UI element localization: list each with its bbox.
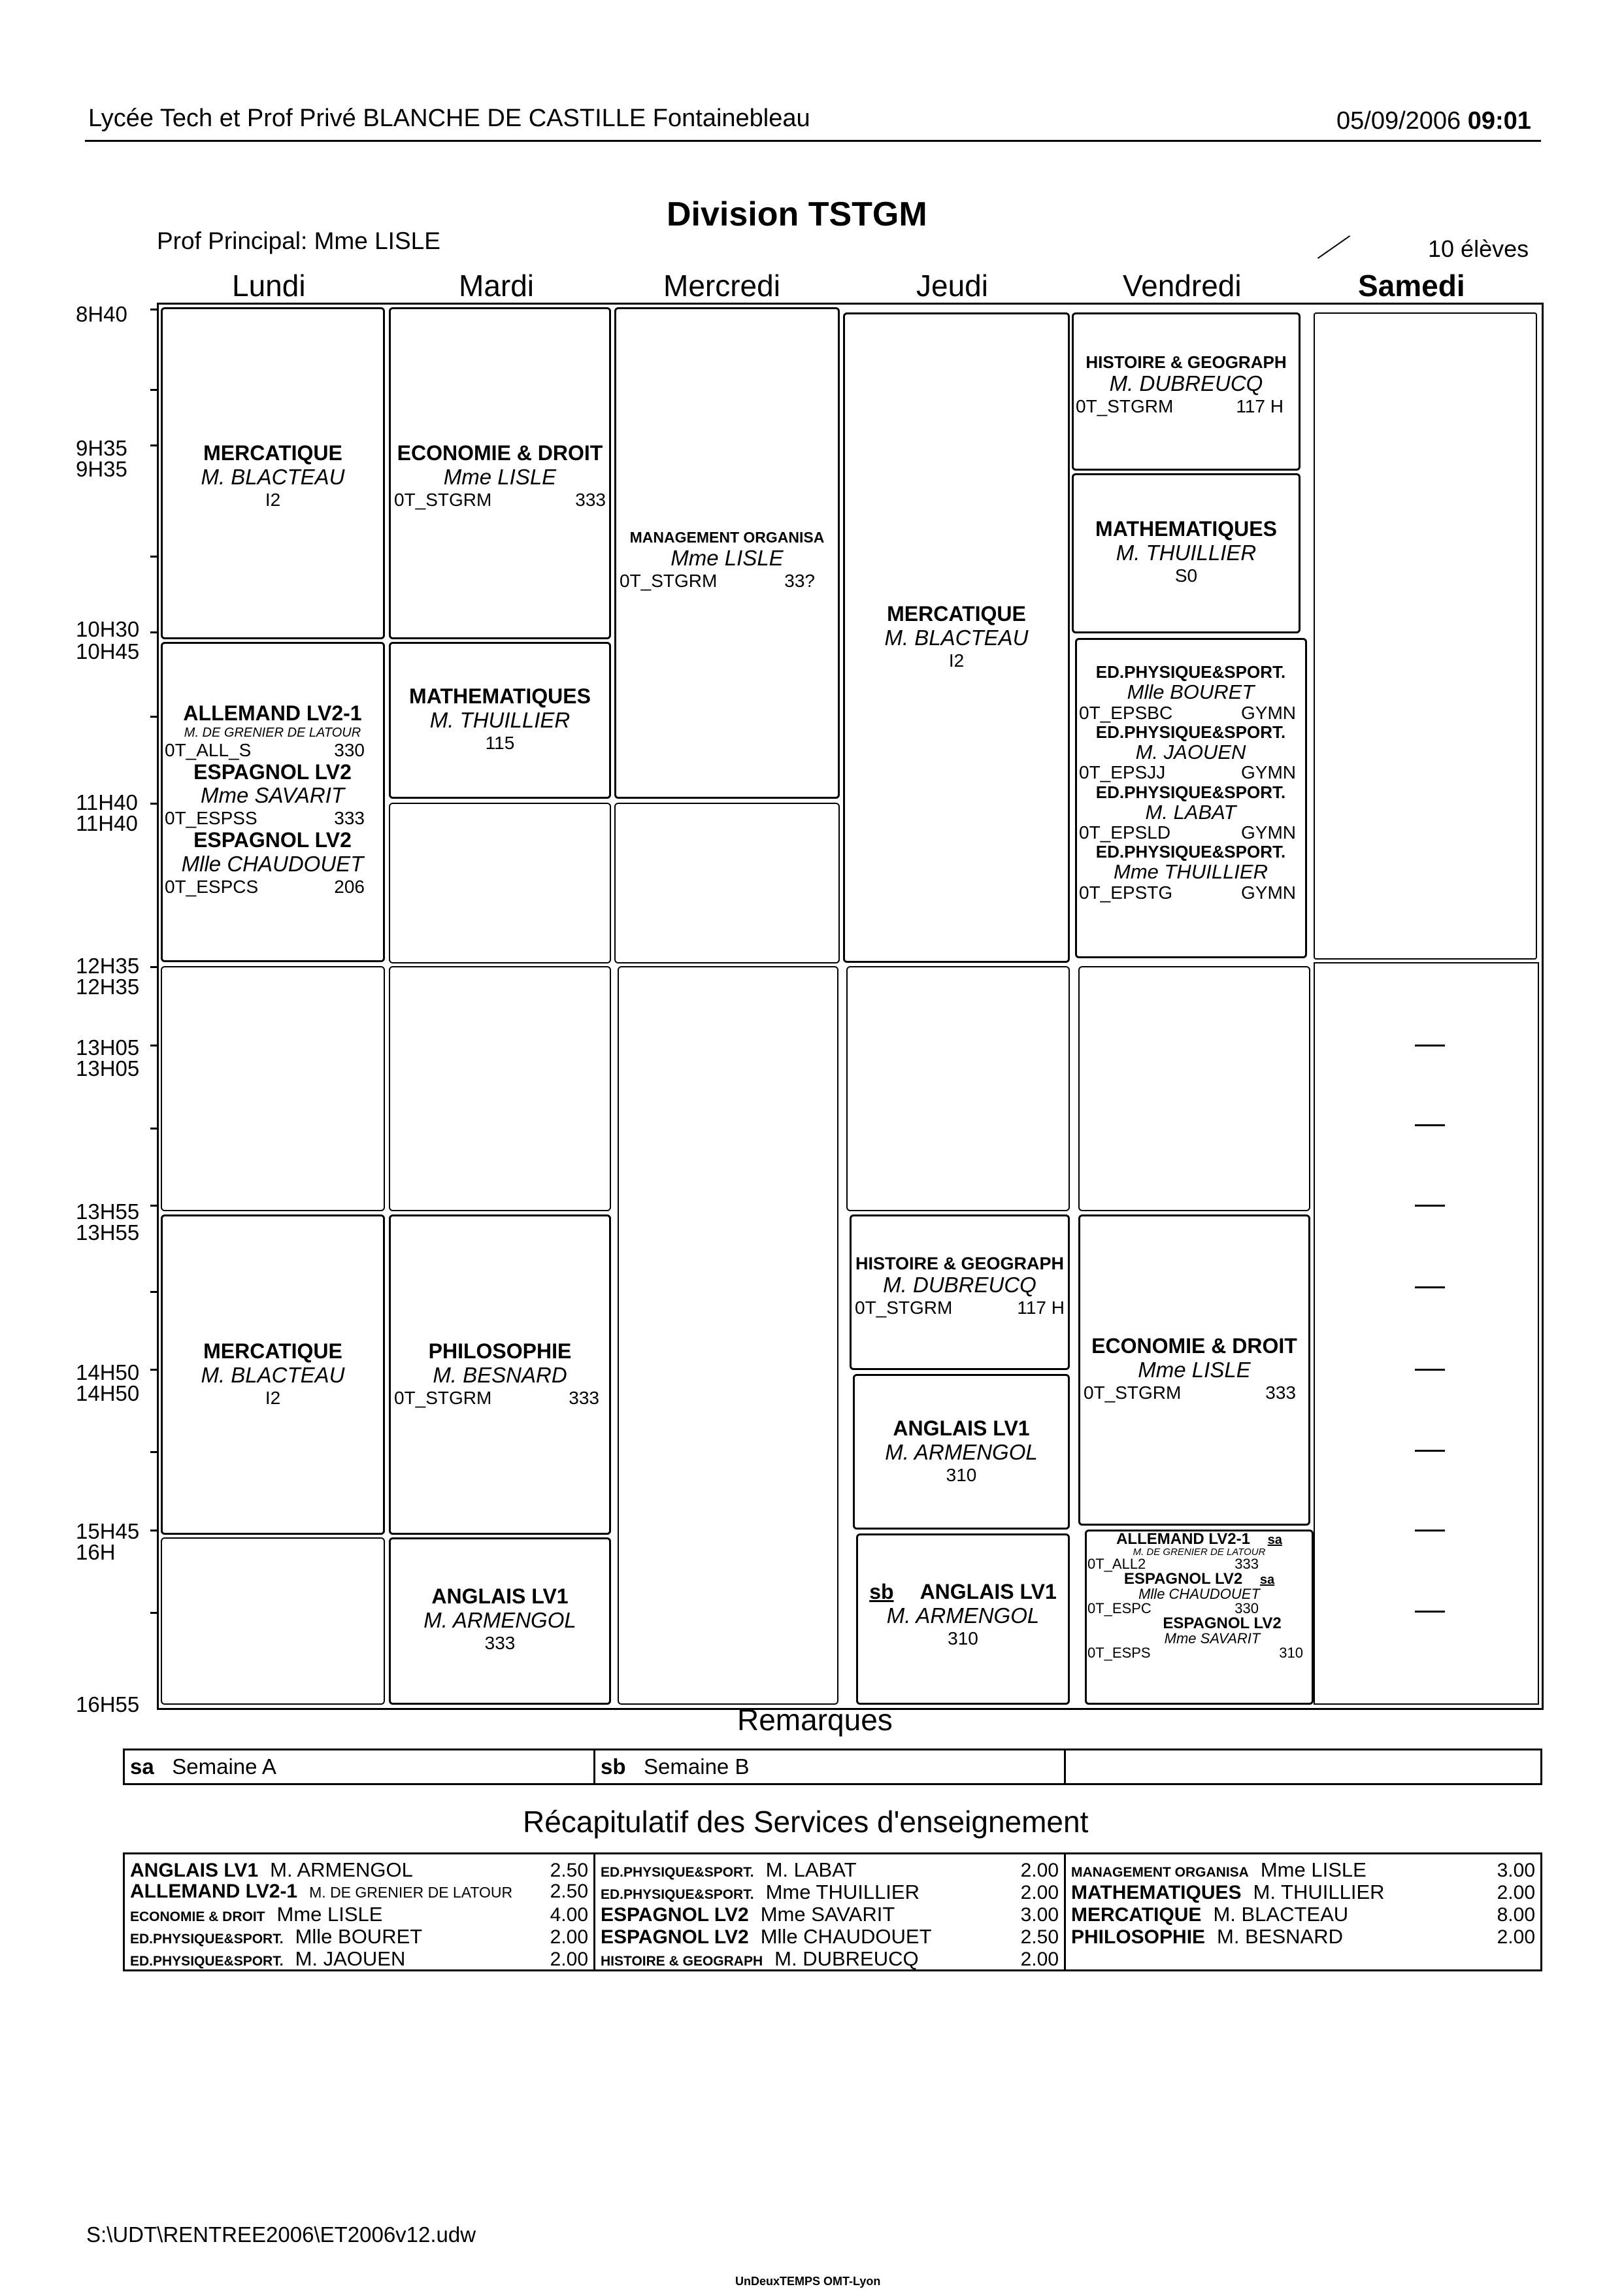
recap-teacher: M. LABAT	[765, 1858, 857, 1881]
course-subject: MATHEMATIQUES	[409, 684, 591, 708]
print-datetime	[1336, 107, 1531, 135]
course-group-room	[165, 808, 380, 828]
course-mardi-economie-text	[389, 442, 611, 510]
course-subject: MERCATIQUE	[203, 1339, 342, 1363]
recap-row	[601, 1947, 1059, 1971]
course-room: 117 H	[1236, 396, 1284, 417]
course-teacher: Mlle BOURET	[1127, 680, 1255, 704]
remarque-label: Semaine B	[644, 1754, 750, 1779]
course-vendredi-histoire-text	[1072, 353, 1301, 416]
empty-slot-mercredi	[618, 966, 838, 1705]
recap-hours: 2.50	[550, 1881, 588, 1902]
time-tick	[150, 1205, 158, 1207]
time-label: 11H40	[76, 811, 138, 835]
course-lundi-mercatique-1-text	[161, 442, 385, 510]
recap-hours: 8.00	[1497, 1904, 1535, 1926]
dash-mark	[1415, 1369, 1445, 1371]
recap-hours: 2.00	[550, 1926, 588, 1948]
recap-hours: 2.00	[1020, 1949, 1059, 1970]
recap-hours: 2.00	[1497, 1926, 1535, 1948]
course-group: 0T_STGRM	[394, 1387, 492, 1408]
course-mercredi-management-text	[614, 529, 840, 591]
file-path: S:\UDT\RENTREE2006\ET2006v12.udw	[86, 2222, 476, 2247]
recap-teacher: M. BESNARD	[1217, 1925, 1343, 1948]
remarque-label: Semaine A	[172, 1754, 276, 1779]
empty-slot-lundi	[161, 966, 385, 1211]
recap-column-3	[1066, 1854, 1540, 1969]
recap-row	[1071, 1925, 1535, 1949]
course-teacher: M. DE GRENIER DE LATOUR	[1133, 1547, 1266, 1558]
course-group-room	[850, 1297, 1070, 1318]
course-subject: ED.PHYSIQUE&SPORT.	[1095, 842, 1286, 862]
empty-slot-lundi	[161, 1537, 385, 1705]
course-group-room	[1079, 883, 1302, 903]
course-subject-label: ALLEMAND LV2-1	[1116, 1530, 1250, 1548]
time-label: 14H50	[76, 1381, 140, 1405]
recap-teacher: Mlle BOURET	[295, 1925, 423, 1948]
remarque-semaine-b	[595, 1750, 1066, 1783]
recap-row	[130, 1925, 588, 1949]
recap-row	[130, 1881, 588, 1904]
empty-slot-mercredi	[614, 803, 840, 963]
course-group: 0T_ALL2	[1087, 1556, 1146, 1572]
course-group: 0T_STGRM	[855, 1297, 953, 1318]
recap-teacher: M. THUILLIER	[1253, 1881, 1385, 1903]
recap-subject: ED.PHYSIQUE&SPORT.	[601, 1865, 754, 1880]
time-tick	[150, 803, 158, 805]
course-room: 206	[334, 876, 365, 897]
course-teacher: Mlle CHAUDOUET	[181, 851, 364, 876]
week-tag-sa: sa	[1267, 1533, 1282, 1547]
course-mardi-philosophie-text	[389, 1340, 611, 1408]
course-subject: MATHEMATIQUES	[1095, 517, 1277, 541]
recap-hours: 4.00	[550, 1904, 588, 1926]
day-header-vendredi: Vendredi	[1123, 269, 1242, 303]
day-header-jeudi: Jeudi	[916, 269, 988, 303]
course-teacher: M. ARMENGOL	[423, 1607, 576, 1632]
course-teacher: Mme LISLE	[671, 545, 784, 570]
course-teacher: Mlle CHAUDOUET	[1138, 1586, 1260, 1602]
course-group: 0T_STGRM	[1084, 1382, 1182, 1403]
course-subject: PHILOSOPHIE	[428, 1339, 572, 1363]
course-subject-label: ANGLAIS LV1	[920, 1580, 1057, 1603]
prof-principal: Prof Principal: Mme LISLE	[157, 227, 440, 254]
recap-hours: 3.00	[1497, 1860, 1535, 1881]
day-header-mardi: Mardi	[459, 269, 535, 303]
course-group-room	[1079, 823, 1302, 843]
course-group: 0T_EPSJJ	[1079, 762, 1166, 783]
recap-teacher: M. DE GRENIER DE LATOUR	[309, 1884, 513, 1901]
recap-subject: ED.PHYSIQUE&SPORT.	[601, 1887, 754, 1902]
course-jeudi-histoire-text	[850, 1254, 1070, 1318]
course-teacher: M. BLACTEAU	[884, 625, 1029, 650]
time-label: 13H55	[76, 1199, 140, 1224]
recap-row	[1071, 1881, 1535, 1904]
week-tag-sa: sa	[1259, 1573, 1275, 1587]
software-credit: UnDeuxTEMPS OMT-Lyon	[735, 2275, 881, 2288]
page-title: Division TSTGM	[667, 195, 927, 233]
course-group: 0T_STGRM	[394, 489, 492, 510]
time-label: 16H	[76, 1540, 116, 1564]
recap-subject: HISTOIRE & GEOGRAPH	[601, 1954, 763, 1969]
course-subject	[1087, 1571, 1311, 1587]
time-label: 16H55	[76, 1692, 140, 1716]
course-teacher: M. DUBREUCQ	[883, 1273, 1036, 1297]
recap-table	[123, 1852, 1542, 1971]
course-subject: ED.PHYSIQUE&SPORT.	[1095, 722, 1286, 742]
course-room: 310	[1279, 1645, 1303, 1661]
recap-row	[1071, 1903, 1535, 1926]
course-room: GYMN	[1241, 702, 1296, 723]
course-subject: HISTOIRE & GEOGRAPH	[1085, 352, 1287, 372]
course-teacher: M. DE GRENIER DE LATOUR	[184, 725, 361, 740]
course-room: I2	[948, 650, 965, 671]
time-label: 12H35	[76, 954, 140, 978]
empty-slot-jeudi	[846, 966, 1070, 1211]
course-group: 0T_EPSBC	[1079, 702, 1173, 723]
course-room: 333	[1265, 1382, 1296, 1403]
course-jeudi-anglais-1-text	[853, 1417, 1070, 1485]
time-tick	[150, 1451, 158, 1453]
recap-subject: MERCATIQUE	[1071, 1904, 1202, 1926]
time-label: 8H40	[76, 302, 127, 326]
recap-column-1	[125, 1854, 595, 1969]
recap-subject: MATHEMATIQUES	[1071, 1882, 1242, 1903]
course-group: 0T_STGRM	[620, 570, 718, 591]
course-subject: ED.PHYSIQUE&SPORT.	[1095, 782, 1286, 802]
student-count: 10 élèves	[1428, 235, 1529, 262]
course-room: 333	[484, 1632, 516, 1653]
course-subject: ECONOMIE & DROIT	[1091, 1334, 1297, 1358]
pen-mark	[1317, 235, 1350, 259]
course-group-room	[389, 490, 611, 510]
recap-subject: ESPAGNOL LV2	[601, 1904, 749, 1926]
course-group: 0T_STGRM	[1076, 396, 1174, 417]
time-tick	[150, 1045, 158, 1046]
course-teacher: M. BLACTEAU	[201, 1362, 345, 1387]
course-jeudi-mercatique-text	[843, 603, 1070, 671]
course-teacher: Mme THUILLIER	[1114, 860, 1268, 884]
course-subject-label: ESPAGNOL LV2	[1123, 1570, 1243, 1588]
course-room: 333	[1235, 1556, 1259, 1572]
recap-row	[130, 1858, 588, 1882]
course-lundi-mercatique-2-text	[161, 1340, 385, 1408]
course-group: 0T_ESPCS	[165, 876, 259, 897]
course-room: GYMN	[1241, 822, 1296, 843]
time-tick	[150, 444, 158, 446]
course-teacher: Mme SAVARIT	[200, 783, 345, 808]
dash-mark	[1415, 1530, 1445, 1531]
time-tick	[150, 556, 158, 558]
empty-slot-samedi	[1314, 962, 1539, 1705]
course-teacher: M. LABAT	[1145, 800, 1236, 824]
course-jeudi-anglais-2-text	[856, 1581, 1070, 1649]
recap-subject: ESPAGNOL LV2	[601, 1926, 749, 1948]
course-mardi-anglais-text	[389, 1585, 611, 1653]
recap-row	[601, 1858, 1059, 1882]
course-subject: ALLEMAND LV2-1	[183, 701, 362, 725]
course-group: 0T_EPSLD	[1079, 822, 1171, 843]
print-date: 05/09/2006	[1336, 107, 1461, 135]
recap-hours: 2.00	[550, 1949, 588, 1970]
course-group-room	[1072, 396, 1301, 416]
remarque-code: sa	[130, 1754, 154, 1779]
remarques-table	[123, 1749, 1542, 1785]
recap-teacher: Mme LISLE	[276, 1903, 383, 1926]
time-tick	[150, 309, 158, 310]
recap-column-2	[595, 1854, 1066, 1969]
header-rule	[85, 140, 1541, 142]
course-room: 333	[334, 808, 365, 829]
course-vendredi-economie-text	[1078, 1335, 1310, 1403]
course-room: 330	[334, 740, 365, 761]
day-header-mercredi: Mercredi	[663, 269, 780, 303]
recap-teacher: M. DUBREUCQ	[774, 1947, 919, 1970]
time-label: 11H40	[76, 790, 138, 814]
course-subject: ANGLAIS LV1	[431, 1584, 569, 1608]
recap-title: Récapitulatif des Services d'enseignement	[523, 1805, 1089, 1839]
time-tick	[150, 1612, 158, 1614]
remarques-title: Remarques	[737, 1703, 893, 1737]
course-room: 33?	[784, 570, 815, 591]
recap-hours: 2.50	[1020, 1926, 1059, 1948]
dash-mark	[1415, 1045, 1445, 1046]
course-vendredi-eps-text	[1079, 663, 1302, 903]
course-group-room	[1079, 763, 1302, 782]
course-vendredi-math-text	[1072, 518, 1301, 586]
recap-row	[601, 1881, 1059, 1904]
course-group: 0T_ESPS	[1087, 1645, 1151, 1661]
course-teacher: M. BESNARD	[433, 1362, 567, 1387]
time-tick	[150, 1128, 158, 1130]
course-subject	[856, 1581, 1070, 1604]
course-group-room	[1087, 1601, 1311, 1616]
course-mardi-math-text	[389, 685, 611, 753]
course-room: 310	[946, 1464, 977, 1485]
course-teacher: M. THUILLIER	[1116, 540, 1257, 565]
course-subject: MANAGEMENT ORGANISA	[629, 529, 825, 546]
course-subject: ECONOMIE & DROIT	[397, 441, 603, 465]
recap-subject: ANGLAIS LV1	[130, 1860, 259, 1881]
time-tick	[150, 716, 158, 718]
course-subject: ESPAGNOL LV2	[1163, 1615, 1282, 1632]
recap-teacher: Mme SAVARIT	[760, 1903, 895, 1926]
time-tick	[150, 966, 158, 968]
recap-subject: PHILOSOPHIE	[1071, 1926, 1206, 1948]
course-teacher: Mme LISLE	[1138, 1357, 1251, 1382]
recap-subject: MANAGEMENT ORGANISA	[1071, 1865, 1249, 1880]
course-group: 0T_ALL_S	[165, 740, 252, 761]
time-label: 10H30	[76, 617, 140, 641]
dash-mark	[1415, 1611, 1445, 1613]
time-label: 10H45	[76, 639, 140, 663]
recap-row	[601, 1925, 1059, 1949]
time-tick	[150, 1369, 158, 1371]
empty-slot-mardi	[389, 966, 611, 1211]
time-tick	[150, 631, 158, 633]
course-subject: ESPAGNOL LV2	[193, 828, 352, 852]
remarque-code: sb	[601, 1754, 626, 1779]
recap-row	[1071, 1858, 1535, 1882]
time-label: 13H05	[76, 1056, 140, 1080]
course-subject: ESPAGNOL LV2	[193, 760, 352, 784]
time-label: 13H55	[76, 1220, 140, 1245]
course-group-room	[1087, 1557, 1311, 1571]
course-room: 310	[948, 1628, 978, 1649]
day-header-samedi: Samedi	[1358, 269, 1465, 303]
course-teacher: M. JAOUEN	[1135, 740, 1246, 763]
course-vendredi-langues-text	[1087, 1531, 1311, 1660]
recap-row	[130, 1903, 588, 1926]
recap-subject: ED.PHYSIQUE&SPORT.	[130, 1932, 284, 1947]
recap-hours: 2.00	[1020, 1882, 1059, 1903]
course-teacher: M. BLACTEAU	[201, 464, 345, 489]
course-teacher: M. ARMENGOL	[886, 1603, 1040, 1628]
time-tick	[150, 389, 158, 391]
course-group-room	[614, 571, 840, 591]
empty-slot-samedi	[1314, 312, 1537, 960]
time-label: 14H50	[76, 1360, 140, 1384]
course-group-room	[389, 1388, 611, 1408]
time-label: 9H35	[76, 436, 127, 460]
course-subject	[1087, 1531, 1311, 1547]
recap-subject: ED.PHYSIQUE&SPORT.	[130, 1954, 284, 1969]
course-lundi-allemand	[165, 702, 380, 897]
course-room: GYMN	[1241, 762, 1296, 783]
time-tick	[150, 1530, 158, 1531]
course-room: 115	[485, 732, 515, 753]
course-room: 117 H	[1017, 1297, 1065, 1318]
empty-slot-vendredi	[1078, 966, 1310, 1211]
course-room: I2	[265, 489, 281, 510]
course-teacher: Mme LISLE	[443, 464, 557, 489]
school-name: Lycée Tech et Prof Privé BLANCHE DE CASTILLE Fontainebleau	[88, 105, 810, 132]
course-subject: ANGLAIS LV1	[893, 1416, 1030, 1440]
recap-hours: 2.50	[550, 1860, 588, 1881]
course-group-room	[1078, 1382, 1310, 1403]
course-room: 333	[569, 1387, 599, 1408]
remarque-semaine-a	[125, 1750, 595, 1783]
course-group: 0T_EPSTG	[1079, 882, 1173, 903]
course-subject: HISTOIRE & GEOGRAPH	[855, 1254, 1065, 1273]
course-room: GYMN	[1241, 882, 1296, 903]
dash-mark	[1415, 1286, 1445, 1288]
recap-teacher: Mme LISLE	[1260, 1858, 1367, 1881]
course-subject: ED.PHYSIQUE&SPORT.	[1095, 662, 1286, 682]
course-room: I2	[265, 1387, 281, 1408]
course-subject: MERCATIQUE	[203, 441, 342, 465]
print-time: 09:01	[1467, 107, 1531, 135]
course-group-room	[1079, 703, 1302, 723]
recap-teacher: M. BLACTEAU	[1213, 1903, 1349, 1926]
course-teacher: M. DUBREUCQ	[1109, 371, 1263, 396]
course-group-room	[1087, 1646, 1311, 1660]
recap-teacher: Mlle CHAUDOUET	[760, 1925, 932, 1948]
time-label: 15H45	[76, 1519, 140, 1543]
course-subject: MERCATIQUE	[887, 602, 1026, 626]
recap-hours: 2.00	[1497, 1882, 1535, 1903]
day-header-lundi: Lundi	[232, 269, 306, 303]
empty-slot-mardi	[389, 803, 611, 963]
recap-row	[130, 1947, 588, 1971]
recap-row	[601, 1903, 1059, 1926]
recap-teacher: M. JAOUEN	[295, 1947, 406, 1970]
course-room: 330	[1235, 1600, 1259, 1616]
course-teacher: M. ARMENGOL	[885, 1439, 1038, 1464]
course-teacher: Mme SAVARIT	[1164, 1630, 1261, 1647]
dash-mark	[1415, 1450, 1445, 1452]
course-group-room	[165, 877, 380, 897]
recap-subject: ECONOMIE & DROIT	[130, 1909, 265, 1924]
recap-hours: 3.00	[1020, 1904, 1059, 1926]
course-room: S0	[1174, 565, 1198, 586]
time-label: 12H35	[76, 975, 140, 999]
course-group: 0T_ESPC	[1087, 1600, 1152, 1616]
course-group: 0T_ESPSS	[165, 808, 257, 829]
week-tag-sb: sb	[869, 1580, 894, 1603]
dash-mark	[1415, 1205, 1445, 1207]
time-label: 13H05	[76, 1035, 140, 1060]
course-group-room	[165, 740, 380, 760]
course-room: 333	[575, 489, 606, 510]
recap-teacher: M. ARMENGOL	[270, 1858, 413, 1881]
course-teacher: M. THUILLIER	[429, 707, 571, 732]
remarque-empty	[1066, 1750, 1540, 1783]
dash-mark	[1415, 1124, 1445, 1126]
recap-subject: ALLEMAND LV2-1	[130, 1881, 298, 1902]
recap-hours: 2.00	[1020, 1860, 1059, 1881]
time-tick	[150, 1291, 158, 1293]
time-label: 9H35	[76, 457, 127, 481]
recap-teacher: Mme THUILLIER	[765, 1881, 920, 1903]
